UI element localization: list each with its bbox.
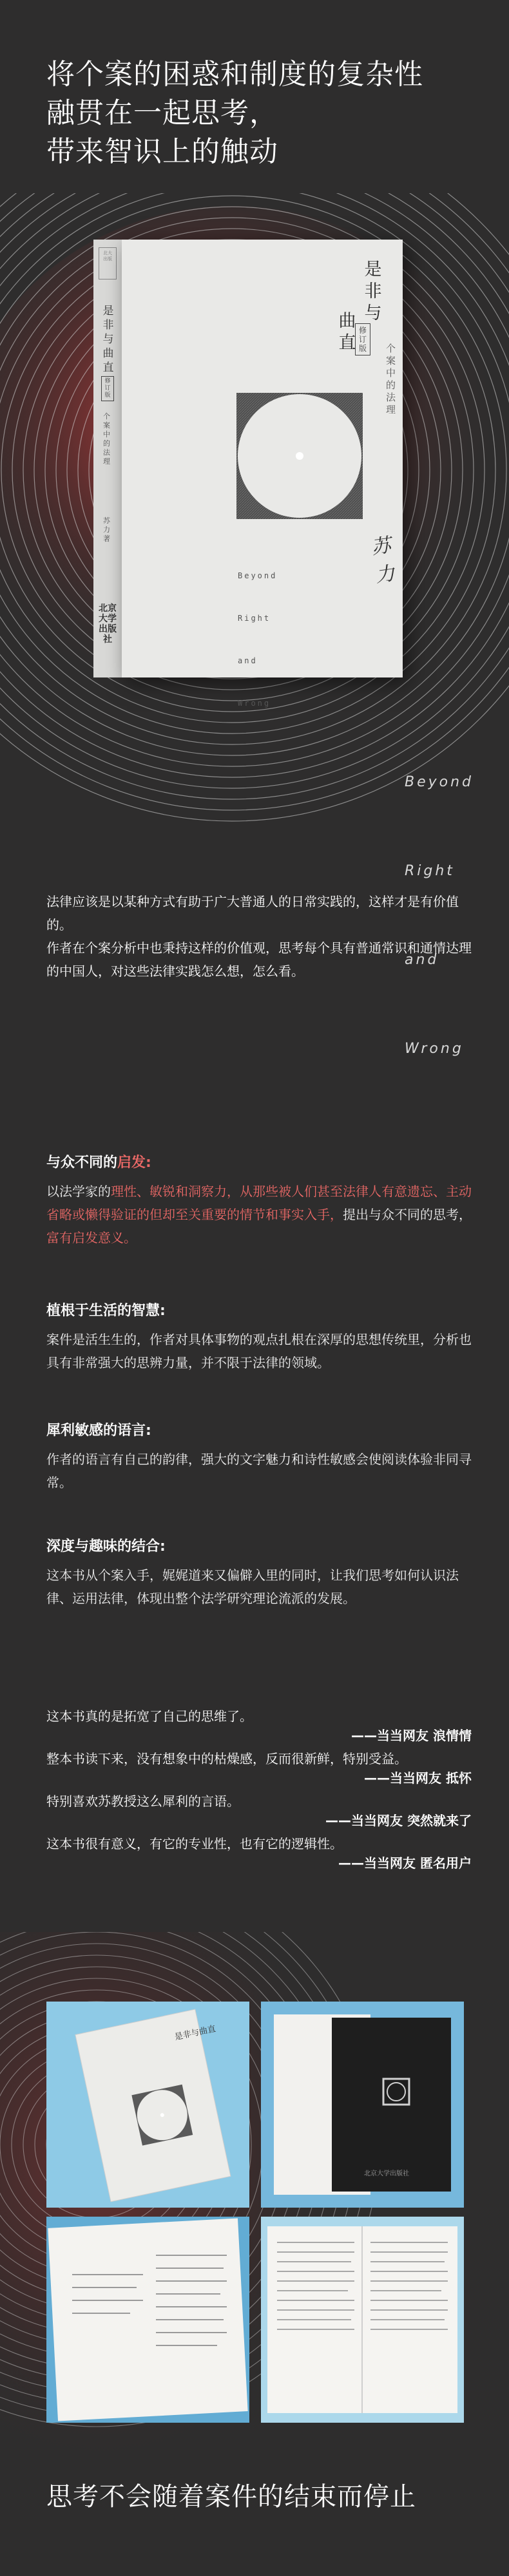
book-spine: [93, 240, 122, 677]
book-photo-contents: [46, 2217, 249, 2423]
book-cover: [122, 240, 403, 708]
headline: [46, 55, 485, 171]
author-signature: 苏力: [370, 534, 396, 587]
feature-section-depth: [46, 1537, 472, 1610]
review-author: ——当当网友 突然就来了: [325, 1813, 472, 1828]
photo-press-text: 北京大学出版社: [364, 2170, 409, 2177]
spine-edition: 修订版: [101, 376, 114, 401]
review-text: 这本书真的是拓宽了自己的思维了。: [46, 1709, 253, 1724]
review-author: ——当当网友 浪情情: [351, 1728, 472, 1743]
review-text: 这本书很有意义，有它的专业性，也有它的逻辑性。: [46, 1836, 343, 1852]
section-body-highlight: 富有启发意义。: [46, 1230, 137, 1245]
spine-author: 苏力著: [103, 516, 110, 543]
cover-english-line: Beyond: [238, 571, 278, 580]
section-body: [46, 1180, 472, 1249]
beyond-line: and: [405, 952, 439, 968]
section-body-text: 提出与众不同的思考，: [343, 1207, 472, 1222]
section-title: [46, 1153, 472, 1173]
cover-title-b: 曲直: [338, 311, 356, 353]
book-photo-cover: [46, 2002, 249, 2208]
section-body: 案件是活生生的，作者对具体事物的观点扎根在深厚的思想传统里，分析也具有非常强大的思辨力量，并不限于法律的领域。: [46, 1332, 472, 1370]
section-body: 这本书从个案入手，娓娓道来又偏僻入里的同时，让我们思考如何认识法律、运用法律，体现出整个法学研究理论流派的发展。: [46, 1567, 459, 1606]
review-text: 特别喜欢苏教授这么犀利的言语。: [46, 1794, 240, 1809]
section-body: 作者的语言有自己的韵律，强大的文字魅力和诗性敏感会使阅读体验非同寻常。: [46, 1452, 472, 1490]
cover-english-line: Right: [238, 614, 271, 623]
photo-title-text: 是非与曲直: [173, 2024, 217, 2043]
closing-slogan: 思考不会随着案件的结束而停止: [46, 2482, 416, 2512]
intro-text: [46, 890, 472, 983]
cover-english-line: and: [238, 656, 258, 665]
intro-paragraph-2: 作者在个案分析中也秉持这样的价值观，思考每个具有普通常识和通情达理的中国人，对这些法律实践怎么想，怎么看。: [46, 940, 472, 979]
press-logo-icon: 北大 出版: [99, 247, 117, 279]
section-body-text: 以法学家的: [46, 1184, 111, 1199]
section-title-highlight: 启发:: [117, 1155, 151, 1171]
cover-english-line: Wrong: [238, 699, 271, 708]
review-text: 整本书读下来，没有想象中的枯燥感，反而很新鲜，特别受益。: [46, 1751, 407, 1766]
review-author: ——当当网友 匿名用户: [338, 1855, 472, 1871]
feature-section-inspiration: [46, 1153, 472, 1249]
beyond-line: Beyond: [405, 774, 474, 790]
section-title: 植根于生活的智慧:: [46, 1303, 166, 1319]
beyond-line: Wrong: [405, 1041, 464, 1057]
cover-graphic: [236, 393, 363, 519]
review-author: ——当当网友 抵怀: [364, 1770, 472, 1786]
intro-paragraph-1: 法律应该是以某种方式有助于广大普通人的日常实践的，这样才是有价值的。: [46, 894, 459, 933]
headline-line-1: 将个案的困惑和制度的复杂性: [46, 58, 423, 91]
spine-press: 北京大学出版社: [99, 603, 117, 645]
section-title: 犀利敏感的语言:: [46, 1423, 151, 1439]
cover-title-a: 是非与: [364, 260, 382, 323]
cover-edition: 修订版: [355, 323, 370, 355]
headline-line-2: 融贯在一起思考，: [46, 97, 278, 129]
cover-english-title: [238, 540, 291, 739]
book-image: [93, 240, 403, 708]
spine-subtitle: 个案中的法理: [103, 412, 110, 466]
headline-line-3: 带来智识上的触动: [46, 135, 278, 168]
book-photo-open-cover: [261, 2002, 464, 2208]
book-photo-pages: [261, 2217, 464, 2423]
feature-section-language: [46, 1421, 472, 1494]
cover-subtitle: 个案中的法理: [386, 343, 396, 415]
section-title-text: 与众不同的: [46, 1155, 118, 1171]
feature-section-wisdom: [46, 1301, 472, 1374]
reader-reviews: [46, 1707, 472, 1877]
section-title: 深度与趣味的结合:: [46, 1539, 166, 1555]
section-body-highlight: 理性、敏锐和洞察力，从那些被人们甚至法律人有意遗忘、主动省略或懒得验证的但却至关重要的情节和事实入手，: [46, 1184, 472, 1222]
spine-title: 是非与曲直: [102, 305, 114, 374]
beyond-line: Right: [405, 863, 455, 879]
